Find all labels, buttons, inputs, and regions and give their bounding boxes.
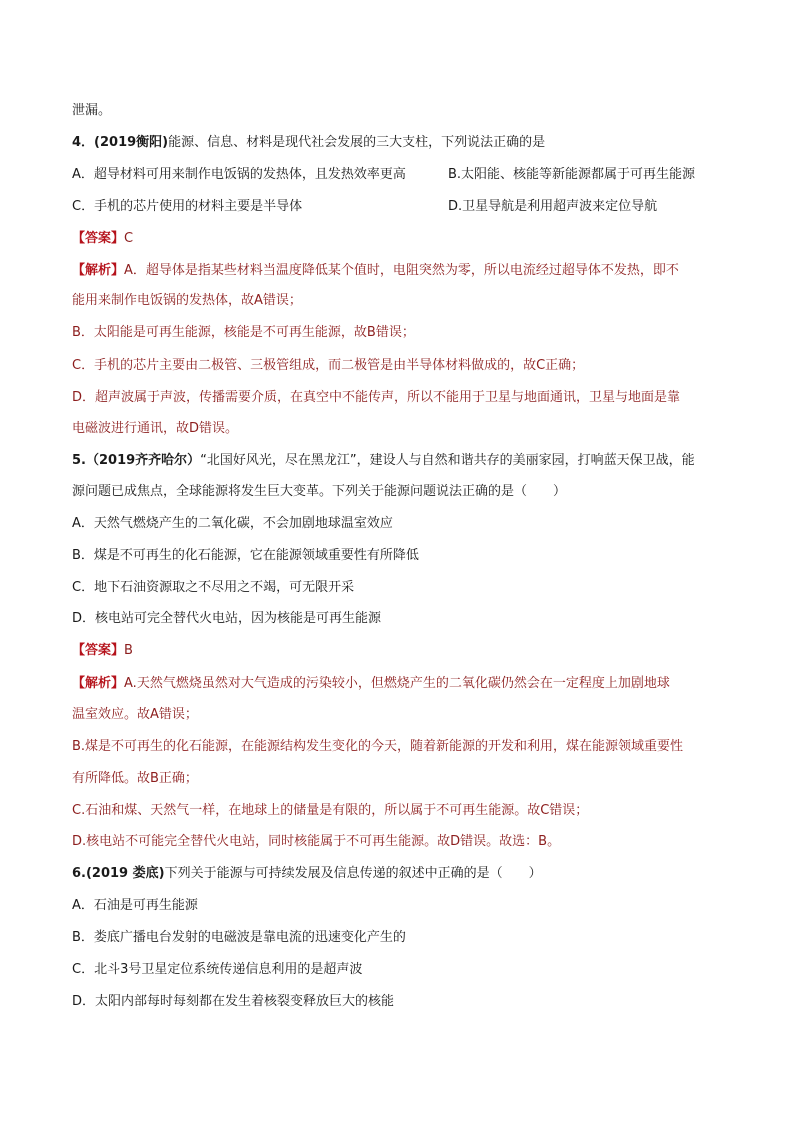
explanation-line: C．手机的芯片主要由二极管、三极管组成，而二极管是由半导体材料做成的，故C正确； <box>72 358 585 373</box>
explanation-line: 有所降低。故B正确； <box>72 771 198 786</box>
question-4-options-row-1 <box>72 165 732 185</box>
question-text: 下列关于能源与可持续发展及信息传递的叙述中正确的是（ ） <box>164 866 542 881</box>
option-d: D．太阳内部每时每刻都在发生着核裂变释放巨大的核能 <box>72 994 395 1009</box>
answer-label: 【答案】 <box>72 231 125 246</box>
question-text: 能源、信息、材料是现代社会发展的三大支柱，下列说法正确的是 <box>168 135 546 150</box>
answer-value: C <box>124 231 134 246</box>
text-line <box>72 101 732 121</box>
question-number: 4． <box>72 135 95 150</box>
answer-label: 【答案】 <box>72 643 125 658</box>
explanation-line: B．太阳能是可再生能源，核能是不可再生能源，故B错误； <box>72 325 415 340</box>
explanation-line <box>72 261 732 281</box>
question-number: 5. <box>72 453 86 468</box>
option-a: A．超导材料可用来制作电饭锅的发热体，且发热效率更高 <box>72 167 406 182</box>
option-d: D.卫星导航是利用超声波来定位导航 <box>448 199 658 214</box>
explanation-text: A.天然气燃烧虽然对大气造成的污染较小，但燃烧产生的二氧化碳仍然会在一定程度上加剧地球 <box>124 676 670 691</box>
explanation-line: 温室效应。故A错误； <box>72 707 198 722</box>
option-a: A．天然气燃烧产生的二氧化碳，不会加剧地球温室效应 <box>72 516 393 531</box>
explanation-label: 【解析】 <box>72 263 125 278</box>
option-b: B．煤是不可再生的化石能源，它在能源领域重要性有所降低 <box>72 548 419 563</box>
question-5-stem <box>72 451 732 471</box>
explanation-text: A．超导体是指某些材料当温度降低某个值时，电阻突然为零，所以电流经过超导体不发热，即不 <box>124 263 679 278</box>
option-b: B．娄底广播电台发射的电磁波是靠电流的迅速变化产生的 <box>72 930 406 945</box>
question-source: (2019 娄底) <box>85 866 165 881</box>
question-source: （2019齐齐哈尔） <box>85 453 201 468</box>
explanation-line: B.煤是不可再生的化石能源，在能源结构发生变化的今天，随着新能源的开发和利用，煤在能源领域重要性 <box>72 739 684 754</box>
explanation-label: 【解析】 <box>72 676 125 691</box>
answer-line <box>72 641 732 661</box>
explanation-line: 电磁波进行通讯，故D错误。 <box>72 421 239 436</box>
explanation-line: D．超声波属于声波，传播需要介质，在真空中不能传声，所以不能用于卫星与地面通讯，卫星与地面是靠 <box>72 390 681 405</box>
answer-line <box>72 229 732 249</box>
question-number: 6. <box>72 866 86 881</box>
option-a: A．石油是可再生能源 <box>72 898 198 913</box>
question-4-options-row-2 <box>72 197 732 217</box>
answer-value: B <box>124 643 133 658</box>
explanation-line: D.核电站不可能完全替代火电站，同时核能属于不可再生能源。故D错误。故选：B。 <box>72 834 561 849</box>
question-6-stem <box>72 864 732 884</box>
option-d: D．核电站可完全替代火电站，因为核能是可再生能源 <box>72 611 382 626</box>
explanation-line <box>72 674 732 694</box>
question-source: (2019衡阳) <box>94 135 169 150</box>
option-b: B.太阳能、核能等新能源都属于可再生能源 <box>448 167 696 182</box>
option-c: C．手机的芯片使用的材料主要是半导体 <box>72 199 303 214</box>
option-c: C．北斗3号卫星定位系统传递信息利用的是超声波 <box>72 962 363 977</box>
text: 泄漏。 <box>72 103 112 118</box>
question-text: “北国好风光，尽在黑龙江”，建设人与自然和谐共存的美丽家园，打响蓝天保卫战，能 <box>200 453 695 468</box>
explanation-line: C.石油和煤、天然气一样，在地球上的储量是有限的，所以属于不可再生能源。故C错误； <box>72 803 589 818</box>
explanation-line: 能用来制作电饭锅的发热体，故A错误； <box>72 293 302 308</box>
question-text: 源问题已成焦点，全球能源将发生巨大变革。下列关于能源问题说法正确的是（ ） <box>72 484 567 499</box>
question-4-stem <box>72 133 732 153</box>
option-c: C．地下石油资源取之不尽用之不竭，可无限开采 <box>72 580 355 595</box>
